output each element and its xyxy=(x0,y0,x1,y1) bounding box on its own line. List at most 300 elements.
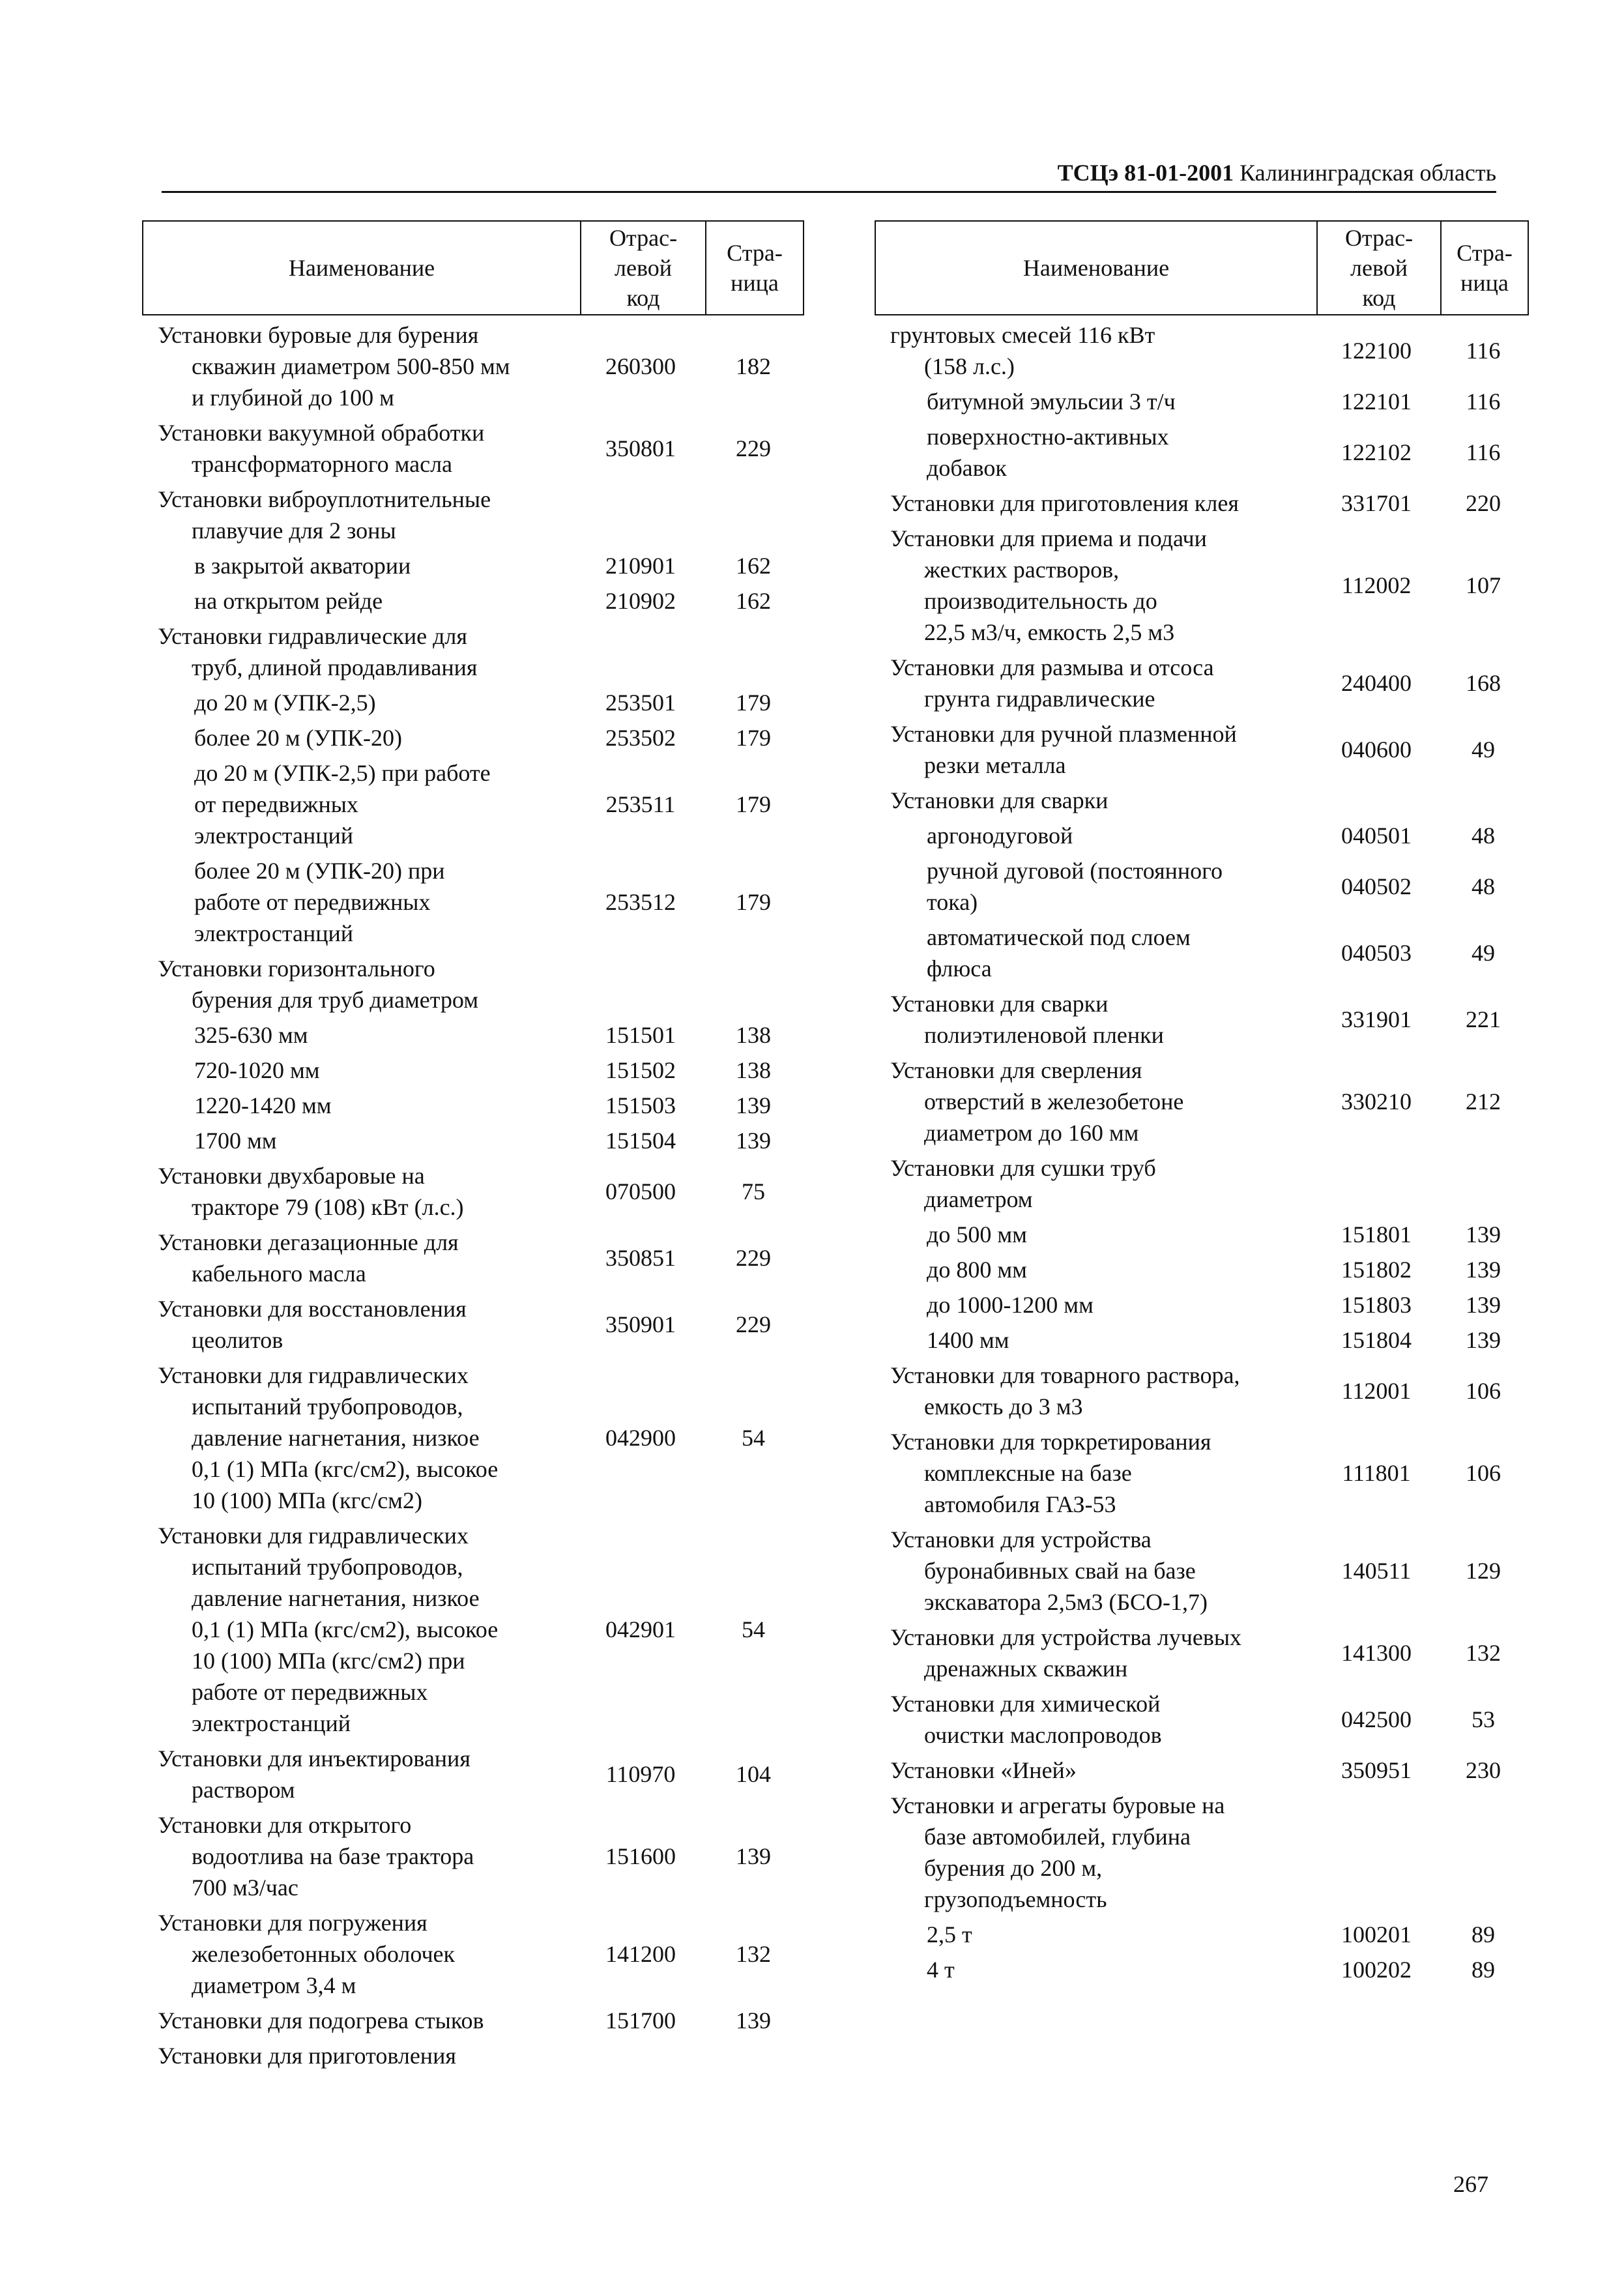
entry-page: 53 xyxy=(1472,1706,1495,1732)
entry-name xyxy=(142,1809,579,1903)
entry-page: 162 xyxy=(736,553,771,579)
entry-name-line: емкость до 3 м3 xyxy=(924,1394,1083,1420)
entry-name-line: до 1000-1200 мм xyxy=(927,1292,1094,1318)
entry-name-line: полиэтиленовой пленки xyxy=(924,1022,1164,1048)
table-row xyxy=(875,1055,1529,1148)
entry-name-line: Установки вакуумной обработки xyxy=(158,420,485,446)
entry-name-line: 700 м3/час xyxy=(192,1875,298,1901)
table-row xyxy=(142,585,804,617)
table-row xyxy=(875,1755,1529,1786)
entry-code: 042900 xyxy=(605,1425,676,1451)
entry-code: 042500 xyxy=(1341,1706,1412,1732)
table-row xyxy=(875,488,1529,519)
column-header-name: Наименование xyxy=(876,222,1318,314)
column-header-page-line: ница xyxy=(1460,270,1509,296)
entry-page: 139 xyxy=(736,2007,771,2034)
entry-page: 116 xyxy=(1466,388,1501,415)
entry-name-line: диаметром до 160 мм xyxy=(924,1120,1139,1146)
entry-code: 151801 xyxy=(1341,1221,1412,1248)
entry-name xyxy=(875,1919,1315,1950)
table-row xyxy=(875,1426,1529,1520)
entry-code: 253502 xyxy=(605,725,676,751)
table-row xyxy=(142,2005,804,2036)
entry-name-line: Установки для приготовления xyxy=(158,2043,456,2069)
table-row xyxy=(875,1152,1529,1215)
entry-code: 151600 xyxy=(605,1843,676,1869)
table-row xyxy=(142,953,804,1015)
entry-page: 162 xyxy=(736,588,771,614)
entry-name-line: до 20 м (УПК-2,5) при работе xyxy=(194,760,491,786)
entry-name-line: Установки для сверления xyxy=(890,1057,1142,1083)
entry-name-line: Установки для открытого xyxy=(158,1812,412,1838)
region-name: Калининградская область xyxy=(1240,160,1496,186)
entry-name xyxy=(875,421,1315,484)
entry-code: 151502 xyxy=(605,1057,676,1083)
entry-page: 106 xyxy=(1466,1378,1501,1404)
entry-code: 140511 xyxy=(1341,1558,1412,1584)
entry-name-line: Установки для торкретирования xyxy=(890,1429,1211,1455)
column-header-code-line: левой xyxy=(1350,255,1408,281)
entry-name xyxy=(142,687,579,718)
entry-name-line: Установки двухбаровые на xyxy=(158,1163,425,1189)
column-header-code-line: Отрас- xyxy=(1344,225,1414,251)
table-row xyxy=(875,855,1529,918)
entry-name-line: плавучие для 2 зоны xyxy=(192,518,396,544)
entry-name-line: Установки для инъектирования xyxy=(158,1745,471,1772)
entry-name xyxy=(142,585,579,617)
entry-name xyxy=(142,1743,579,1805)
entry-name-line: грунта гидравлические xyxy=(924,686,1155,712)
entry-name xyxy=(875,386,1315,417)
entry-page: 139 xyxy=(1466,1221,1501,1248)
column-header-code-line: код xyxy=(626,285,660,311)
entry-name-line: грузоподъемность xyxy=(924,1886,1107,1912)
entry-name-line: Установки «Иней» xyxy=(890,1757,1077,1783)
entry-name-line: Установки для устройства xyxy=(890,1526,1152,1553)
table-row xyxy=(142,1809,804,1903)
table-header-left xyxy=(142,220,804,315)
entry-page: 48 xyxy=(1472,873,1495,899)
entry-name-line: и глубиной до 100 м xyxy=(192,385,394,411)
entry-name xyxy=(875,820,1315,851)
entry-page: 229 xyxy=(736,1245,771,1271)
entry-page: 49 xyxy=(1472,737,1495,763)
entry-name-line: флюса xyxy=(927,956,992,982)
entry-code: 350951 xyxy=(1341,1757,1412,1783)
table-row xyxy=(142,1360,804,1516)
entry-name xyxy=(875,488,1315,519)
entry-name-line: скважин диаметром 500-850 мм xyxy=(192,353,510,379)
table-row xyxy=(875,652,1529,714)
table-row xyxy=(875,319,1529,382)
entry-code: 151503 xyxy=(605,1092,676,1118)
column-header-page-line: ница xyxy=(731,270,779,296)
column-header-code-line: левой xyxy=(615,255,672,281)
table-row xyxy=(142,855,804,949)
column-header-code-line: Отрас- xyxy=(609,225,678,251)
table-row xyxy=(875,1790,1529,1915)
entry-name-line: добавок xyxy=(927,455,1007,481)
entry-name-line: от передвижных xyxy=(194,791,358,817)
table-body-left xyxy=(142,319,804,2071)
entry-name xyxy=(142,1160,579,1223)
entry-name xyxy=(142,2005,579,2036)
entry-page: 138 xyxy=(736,1022,771,1048)
table-row xyxy=(875,1954,1529,1985)
entry-name-line: Установки для гидравлических xyxy=(158,1523,469,1549)
entry-page: 230 xyxy=(1466,1757,1501,1783)
table-row xyxy=(142,1743,804,1805)
table-row xyxy=(875,1289,1529,1321)
entry-name xyxy=(875,718,1315,781)
entry-page: 116 xyxy=(1466,338,1501,364)
entry-name-line: Установки для сварки xyxy=(890,991,1109,1017)
entry-name-line: Установки для устройства лучевых xyxy=(890,1624,1242,1650)
table-row xyxy=(142,550,804,581)
entry-name-line: экскаватора 2,5м3 (БСО-1,7) xyxy=(924,1589,1208,1615)
entry-page: 139 xyxy=(736,1843,771,1869)
entry-page: 229 xyxy=(736,435,771,461)
entry-name-line: бурения для труб диаметром xyxy=(192,987,478,1013)
entry-code: 112001 xyxy=(1341,1378,1412,1404)
entry-code: 100202 xyxy=(1341,1957,1412,1983)
column-header-page-line: Стра- xyxy=(1457,240,1513,266)
entry-name xyxy=(142,1360,579,1516)
table-row xyxy=(142,1019,804,1051)
entry-page: 139 xyxy=(736,1092,771,1118)
entry-page: 139 xyxy=(1466,1292,1501,1318)
entry-page: 129 xyxy=(1466,1558,1501,1584)
entry-name-line: 0,1 (1) МПа (кгс/см2), высокое xyxy=(192,1616,499,1642)
table-row xyxy=(142,484,804,546)
entry-code: 253501 xyxy=(605,690,676,716)
running-header xyxy=(1058,159,1496,186)
entry-name-line: 22,5 м3/ч, емкость 2,5 м3 xyxy=(924,619,1175,645)
entry-name-line: Установки для товарного раствора, xyxy=(890,1362,1240,1388)
entry-name xyxy=(875,319,1315,382)
table-row xyxy=(142,620,804,683)
entry-name-line: (158 л.с.) xyxy=(924,353,1015,379)
entry-name-line: бурения до 200 м, xyxy=(924,1855,1103,1881)
entry-name-line: до 20 м (УПК-2,5) xyxy=(194,690,376,716)
entry-name-line: Установки дегазационные для xyxy=(158,1229,459,1255)
entry-name xyxy=(142,550,579,581)
entry-name-line: грунтовых смесей 116 кВт xyxy=(890,322,1155,348)
entry-name-line: раствором xyxy=(192,1777,295,1803)
entry-name xyxy=(142,1227,579,1289)
entry-name xyxy=(875,1289,1315,1321)
entry-name-line: 325-630 мм xyxy=(194,1022,308,1048)
entry-name-line: кабельного масла xyxy=(192,1261,366,1287)
entry-code: 151700 xyxy=(605,2007,676,2034)
table-row xyxy=(142,1520,804,1739)
entry-code: 141300 xyxy=(1341,1640,1412,1666)
entry-name xyxy=(875,988,1315,1051)
entry-name-line: до 500 мм xyxy=(927,1221,1027,1248)
entry-name xyxy=(875,1152,1315,1215)
entry-name-line: Установки виброуплотнительные xyxy=(158,486,491,512)
entry-name-line: Установки для приема и подачи xyxy=(890,525,1207,551)
entry-name-line: работе от передвижных xyxy=(192,1679,428,1705)
entry-name-line: трансформаторного масла xyxy=(192,451,453,477)
entry-name-line: цеолитов xyxy=(192,1327,283,1353)
table-header-right xyxy=(875,220,1529,315)
entry-page: 168 xyxy=(1466,670,1501,696)
table-row xyxy=(875,785,1529,816)
table-row xyxy=(142,1090,804,1121)
entry-name xyxy=(875,1954,1315,1985)
entry-page: 139 xyxy=(736,1128,771,1154)
entry-name-line: испытаний трубопроводов, xyxy=(192,1394,463,1420)
entry-page: 179 xyxy=(736,725,771,751)
table-row xyxy=(142,687,804,718)
entry-name-line: производительность до xyxy=(924,588,1157,614)
entry-name xyxy=(142,722,579,753)
entry-name-line: 0,1 (1) МПа (кгс/см2), высокое xyxy=(192,1456,499,1482)
entry-code: 210901 xyxy=(605,553,676,579)
entry-page: 116 xyxy=(1466,439,1501,465)
entry-name-line: Установки гидравлические для xyxy=(158,623,467,649)
entry-name-line: автоматической под слоем xyxy=(927,924,1191,950)
table-row xyxy=(142,417,804,480)
entry-name xyxy=(142,1055,579,1086)
column-header-code xyxy=(581,222,706,314)
entry-code: 100201 xyxy=(1341,1921,1412,1948)
entry-name-line: Установки для ручной плазменной xyxy=(890,721,1237,747)
entry-page: 89 xyxy=(1472,1921,1495,1948)
table-row xyxy=(875,1219,1529,1250)
entry-name xyxy=(875,785,1315,816)
table-row xyxy=(142,1227,804,1289)
column-header-page-line: Стра- xyxy=(727,240,783,266)
entry-name-line: Установки и агрегаты буровые на xyxy=(890,1792,1225,1818)
entry-name-line: Установки для сушки труб xyxy=(890,1155,1156,1181)
entry-page: 132 xyxy=(1466,1640,1501,1666)
column-header-code xyxy=(1318,222,1442,314)
table-row xyxy=(142,2040,804,2071)
entry-code: 350851 xyxy=(605,1245,676,1271)
entry-code: 331901 xyxy=(1341,1006,1412,1032)
entry-name-line: очистки маслопроводов xyxy=(924,1722,1162,1748)
entry-name-line: 4 т xyxy=(927,1957,955,1983)
entry-name xyxy=(142,1907,579,2001)
entry-name xyxy=(142,953,579,1015)
entry-name-line: Установки горизонтального xyxy=(158,956,435,982)
entry-code: 151803 xyxy=(1341,1292,1412,1318)
table-row xyxy=(142,1160,804,1223)
entry-name xyxy=(142,1125,579,1156)
entry-name-line: буронабивных свай на базе xyxy=(924,1558,1196,1584)
entry-code: 253512 xyxy=(605,889,676,915)
entry-name-line: комплексные на базе xyxy=(924,1460,1132,1486)
entry-page: 139 xyxy=(1466,1257,1501,1283)
entry-code: 122100 xyxy=(1341,338,1412,364)
right-index-column xyxy=(875,220,1529,1985)
entry-name-line: 10 (100) МПа (кгс/см2) при xyxy=(192,1648,465,1674)
entry-page: 182 xyxy=(736,353,771,379)
entry-code: 122101 xyxy=(1341,388,1412,415)
entry-name-line: 2,5 т xyxy=(927,1921,972,1948)
entry-name-line: жестких растворов, xyxy=(924,557,1120,583)
entry-code: 331701 xyxy=(1341,490,1412,516)
entry-name-line: Установки для восстановления xyxy=(158,1296,467,1322)
table-row xyxy=(875,1622,1529,1684)
table-row xyxy=(875,1254,1529,1285)
entry-name xyxy=(142,1019,579,1051)
entry-name-line: 720-1020 мм xyxy=(194,1057,320,1083)
entry-code: 110970 xyxy=(605,1761,676,1787)
entry-code: 330210 xyxy=(1341,1088,1412,1115)
entry-name-line: Установки для химической xyxy=(890,1691,1161,1717)
entry-name xyxy=(875,1688,1315,1751)
entry-name-line: диаметром 3,4 м xyxy=(192,1972,356,1998)
table-row xyxy=(142,1055,804,1086)
entry-name-line: более 20 м (УПК-20) xyxy=(194,725,403,751)
entry-name-line: дренажных скважин xyxy=(924,1656,1128,1682)
entry-code: 111801 xyxy=(1342,1460,1411,1486)
entry-code: 040502 xyxy=(1341,873,1412,899)
entry-name xyxy=(875,1254,1315,1285)
entry-name xyxy=(142,620,579,683)
entry-name-line: аргонодуговой xyxy=(927,823,1073,849)
entry-name-line: Установки для сварки xyxy=(890,787,1109,813)
entry-page: 179 xyxy=(736,690,771,716)
table-row xyxy=(875,1919,1529,1950)
entry-page: 179 xyxy=(736,889,771,915)
entry-name-line: на открытом рейде xyxy=(194,588,383,614)
entry-code: 070500 xyxy=(605,1178,676,1204)
entry-name-line: ручной дуговой (постоянного xyxy=(927,858,1223,884)
entry-page: 75 xyxy=(742,1178,765,1204)
entry-code: 112002 xyxy=(1341,572,1412,598)
entry-page: 132 xyxy=(736,1941,771,1967)
table-row xyxy=(875,988,1529,1051)
entry-page: 107 xyxy=(1466,572,1501,598)
table-row xyxy=(875,1524,1529,1618)
entry-name xyxy=(142,1293,579,1356)
table-row xyxy=(142,722,804,753)
table-row xyxy=(875,1324,1529,1356)
entry-name-line: 1220-1420 мм xyxy=(194,1092,332,1118)
table-row xyxy=(875,922,1529,984)
entry-name xyxy=(875,1426,1315,1520)
left-index-column xyxy=(142,220,804,2071)
entry-code: 040501 xyxy=(1341,823,1412,849)
entry-code: 260300 xyxy=(605,353,676,379)
table-row xyxy=(875,1360,1529,1422)
entry-code: 151501 xyxy=(605,1022,676,1048)
entry-page: 139 xyxy=(1466,1327,1501,1353)
column-header-name: Наименование xyxy=(143,222,581,314)
table-row xyxy=(875,386,1529,417)
entry-name-line: испытаний трубопроводов, xyxy=(192,1554,463,1580)
entry-name-line: Установки для приготовления клея xyxy=(890,490,1239,516)
entry-code: 350901 xyxy=(605,1311,676,1337)
entry-page: 89 xyxy=(1472,1957,1495,1983)
column-header-page xyxy=(1442,222,1528,314)
entry-name xyxy=(142,417,579,480)
entry-name-line: электростанций xyxy=(194,823,354,849)
table-row xyxy=(142,757,804,851)
entry-name xyxy=(142,1520,579,1739)
entry-page: 179 xyxy=(736,791,771,817)
table-row xyxy=(142,1907,804,2001)
entry-name xyxy=(875,1790,1315,1915)
entry-name-line: в закрытой акватории xyxy=(194,553,411,579)
entry-name-line: базе автомобилей, глубина xyxy=(924,1824,1191,1850)
entry-name xyxy=(875,1622,1315,1684)
entry-code: 253511 xyxy=(605,791,676,817)
entry-name-line: 10 (100) МПа (кгс/см2) xyxy=(192,1487,422,1513)
entry-name-line: железобетонных оболочек xyxy=(192,1941,456,1967)
table-row xyxy=(875,523,1529,648)
entry-name-line: диаметром xyxy=(924,1186,1033,1212)
entry-name-line: давление нагнетания, низкое xyxy=(192,1585,480,1611)
entry-page: 138 xyxy=(736,1057,771,1083)
entry-name-line: электростанций xyxy=(192,1710,351,1736)
table-body-right xyxy=(875,319,1529,1985)
column-header-page xyxy=(706,222,803,314)
entry-name xyxy=(875,1360,1315,1422)
entry-name xyxy=(875,855,1315,918)
entry-name xyxy=(875,523,1315,648)
entry-name-line: 1700 мм xyxy=(194,1128,277,1154)
entry-code: 151504 xyxy=(605,1128,676,1154)
entry-page: 221 xyxy=(1466,1006,1501,1032)
entry-name xyxy=(875,1324,1315,1356)
entry-code: 141200 xyxy=(605,1941,676,1967)
entry-name-line: труб, длиной продавливания xyxy=(192,654,478,680)
entry-name-line: автомобиля ГАЗ-53 xyxy=(924,1491,1116,1517)
page-number: 267 xyxy=(1453,2171,1488,2197)
entry-name xyxy=(875,1219,1315,1250)
entry-name-line: резки металла xyxy=(924,752,1066,778)
entry-name xyxy=(142,1090,579,1121)
entry-name-line: отверстий в железобетоне xyxy=(924,1088,1184,1115)
entry-name xyxy=(142,484,579,546)
table-row xyxy=(142,1293,804,1356)
entry-name-line: Установки для гидравлических xyxy=(158,1362,469,1388)
entry-name xyxy=(875,1055,1315,1148)
table-row xyxy=(875,718,1529,781)
table-row xyxy=(875,421,1529,484)
table-row xyxy=(875,820,1529,851)
entry-name-line: Установки для подогрева стыков xyxy=(158,2007,484,2034)
entry-name-line: давление нагнетания, низкое xyxy=(192,1425,480,1451)
entry-name xyxy=(875,922,1315,984)
entry-code: 042901 xyxy=(605,1616,676,1642)
entry-code: 040503 xyxy=(1341,940,1412,966)
entry-name-line: поверхностно-активных xyxy=(927,424,1169,450)
entry-name-line: битумной эмульсии 3 т/ч xyxy=(927,388,1176,415)
entry-name-line: тракторе 79 (108) кВт (л.с.) xyxy=(192,1194,464,1220)
standard-code: ТСЦэ 81-01-2001 xyxy=(1057,160,1234,186)
entry-page: 54 xyxy=(742,1616,765,1642)
entry-code: 040600 xyxy=(1341,737,1412,763)
entry-name xyxy=(142,2040,579,2071)
entry-page: 54 xyxy=(742,1425,765,1451)
entry-page: 104 xyxy=(736,1761,771,1787)
entry-name xyxy=(142,319,579,413)
entry-name-line: Установки буровые для бурения xyxy=(158,322,479,348)
entry-page: 48 xyxy=(1472,823,1495,849)
entry-code: 151804 xyxy=(1341,1327,1412,1353)
entry-name-line: Установки для размыва и отсоса xyxy=(890,654,1214,680)
table-row xyxy=(142,1125,804,1156)
entry-page: 220 xyxy=(1466,490,1501,516)
entry-code: 350801 xyxy=(605,435,676,461)
entry-page: 49 xyxy=(1472,940,1495,966)
